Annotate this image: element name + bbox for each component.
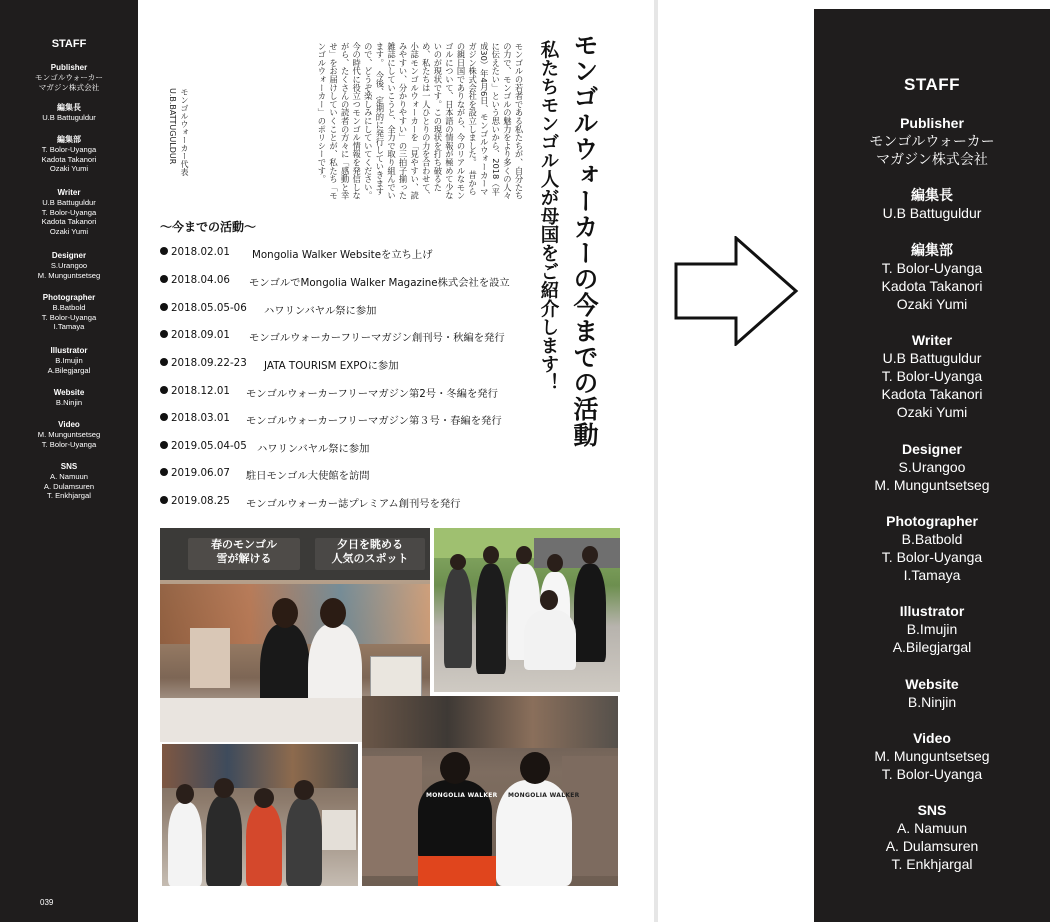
bullet-icon bbox=[160, 303, 168, 311]
staff-name: A. Dulamsuren bbox=[885, 838, 979, 854]
staff-role: Illustrator bbox=[899, 603, 965, 619]
bullet-icon bbox=[160, 468, 168, 476]
staff-role: Illustrator bbox=[50, 346, 88, 355]
staff-name: Ozaki Yumi bbox=[896, 296, 968, 312]
staff-name: M. Munguntsetseg bbox=[874, 748, 990, 764]
timeline-text: 駐日モンゴル大使館を訪問 bbox=[246, 470, 370, 482]
staff-group-video bbox=[814, 729, 1050, 783]
staff-name: B.Imujin bbox=[906, 621, 958, 637]
staff-role: Photographer bbox=[886, 513, 978, 529]
staff-group-photographer bbox=[814, 512, 1050, 584]
timeline-date: 2018.09.01 bbox=[171, 329, 230, 341]
staff-name: T. Bolor-Uyanga bbox=[41, 312, 97, 322]
bullet-icon bbox=[160, 413, 168, 421]
staff-role: Publisher bbox=[50, 63, 88, 72]
staff-name: M. Munguntsetseg bbox=[37, 270, 101, 280]
photo-banner: 夕日を眺める 人気のスポット bbox=[315, 538, 425, 570]
staff-name: U.B Battuguldur bbox=[42, 198, 96, 207]
staff-name: T. Bolor-Uyanga bbox=[881, 368, 983, 384]
staff-group-sns bbox=[814, 801, 1050, 873]
staff-role: Publisher bbox=[900, 115, 964, 131]
photo-banner: 春のモンゴル 雪が解ける bbox=[188, 538, 300, 570]
staff-name: Kadota Takanori bbox=[881, 386, 983, 402]
bullet-icon bbox=[160, 358, 168, 366]
timeline-text: モンゴルウォーカーフリーマガジン第2号・冬編を発行 bbox=[246, 388, 498, 400]
staff-group-chief-editor bbox=[814, 186, 1050, 222]
timeline-text: モンゴルでMongolia Walker Magazine株式会社を設立 bbox=[249, 277, 510, 289]
staff-role: Video bbox=[58, 420, 80, 429]
timeline-date: 2019.06.07 bbox=[171, 467, 230, 479]
timeline-date: 2018.03.01 bbox=[171, 412, 230, 424]
timeline-date: 2018.05.05-06 bbox=[171, 302, 247, 314]
bullet-icon bbox=[160, 441, 168, 449]
staff-name: I.Tamaya bbox=[903, 567, 961, 583]
staff-group-illustrator bbox=[0, 346, 138, 375]
timeline-item bbox=[160, 246, 433, 262]
staff-role: Website bbox=[905, 676, 959, 692]
staff-name: B.Ninjin bbox=[907, 694, 957, 710]
page-number: 039 bbox=[40, 898, 54, 907]
staff-role: 編集長 bbox=[57, 103, 81, 112]
staff-role: 編集部 bbox=[57, 135, 81, 144]
signature-title: モンゴルウォーカー代表 bbox=[180, 88, 189, 176]
bullet-icon bbox=[160, 275, 168, 283]
photo-shirts bbox=[362, 696, 618, 886]
staff-group-writer bbox=[814, 331, 1050, 421]
staff-name: M. Munguntsetseg bbox=[37, 430, 101, 439]
staff-name: A. Namuun bbox=[50, 472, 88, 481]
staff-role: SNS bbox=[917, 802, 947, 818]
staff-group-designer bbox=[0, 251, 138, 280]
staff-name: マガジン株式会社 bbox=[38, 82, 100, 92]
staff-name: T. Enkhjargal bbox=[47, 491, 91, 500]
staff-name: S.Urangoo bbox=[50, 261, 88, 270]
staff-role: Video bbox=[913, 730, 951, 746]
staff-group-illustrator bbox=[814, 602, 1050, 656]
staff-role: Designer bbox=[51, 251, 87, 260]
staff-name: モンゴルウォーカー bbox=[35, 73, 103, 82]
staff-name: T. Bolor-Uyanga bbox=[881, 260, 983, 276]
timeline-item bbox=[160, 412, 502, 428]
staff-name: Ozaki Yumi bbox=[896, 404, 968, 420]
staff-role: 編集長 bbox=[911, 187, 953, 203]
timeline-text: ハワリンバヤル祭に参加 bbox=[264, 305, 377, 317]
staff-group-designer bbox=[814, 440, 1050, 494]
staff-role: Writer bbox=[911, 332, 953, 348]
staff-group-photographer bbox=[0, 293, 138, 332]
staff-name: T. Bolor-Uyanga bbox=[881, 766, 983, 782]
article-body: モンゴルの若者である私たちが、自分たちの力で、モンゴルの魅力をより多くの人々に伝えたい」という思いから、2018（平成30）年4月6日、モンゴルウォーカーマガジン株式会社を設立しました。 昔からの親日国でありながら、今のリアルなモンゴルについて、日本語の情報が極めて少ないのが現状です。この現状を打ち破るため、私たちは一人ひとりの力を合わせて、小誌モンゴルウォーカーを「見やすい、読みやすい、分かりやすい」の三拍子揃った雑誌にしていこうと、全力で取り組んでいます。 今後、定期的に発行していきますので、どうぞ楽しみにしていてください。今の時代に役立つモンゴル情報を発信しながら、たくさんの読者の方々に「感動と幸せ」をお届けしていくことが、私たち「モンゴルウォーカー」のポリシーです。 bbox=[316, 42, 524, 200]
staff-name: A. Namuun bbox=[896, 820, 968, 836]
staff-name: A.Bilegjargal bbox=[47, 365, 91, 375]
staff-name: A. Dulamsuren bbox=[43, 481, 95, 491]
timeline-item bbox=[160, 274, 510, 290]
timeline-date: 2019.08.25 bbox=[171, 495, 230, 507]
staff-role: Writer bbox=[57, 188, 81, 197]
staff-column bbox=[0, 0, 138, 922]
photo-group-outdoor bbox=[434, 528, 620, 692]
staff-name: マガジン株式会社 bbox=[876, 151, 988, 167]
shirt-text: MONGOLIA WALKER bbox=[508, 792, 580, 799]
staff-name: Kadota Takanori bbox=[41, 217, 97, 226]
bullet-icon bbox=[160, 496, 168, 504]
timeline-item bbox=[160, 495, 461, 511]
staff-title: STAFF bbox=[51, 38, 87, 50]
staff-name: Kadota Takanori bbox=[41, 154, 97, 164]
staff-name: Kadota Takanori bbox=[881, 278, 983, 294]
staff-group-editorial bbox=[814, 241, 1050, 313]
staff-name: Ozaki Yumi bbox=[49, 226, 89, 236]
timeline-text: モンゴルウォーカーフリーマガジン第３号・春編を発行 bbox=[246, 415, 502, 427]
staff-group-writer bbox=[0, 188, 138, 236]
staff-name: S.Urangoo bbox=[898, 459, 966, 475]
arrow-right-icon bbox=[672, 236, 800, 346]
staff-name: U.B Battuguldur bbox=[882, 350, 982, 366]
timeline-text: Mongolia Walker Websiteを立ち上げ bbox=[252, 249, 433, 261]
staff-name: I.Tamaya bbox=[53, 322, 85, 331]
staff-group-editorial bbox=[0, 135, 138, 174]
staff-name: T. Bolor-Uyanga bbox=[41, 207, 97, 217]
staff-role: 編集部 bbox=[911, 242, 953, 258]
staff-name: M. Munguntsetseg bbox=[874, 477, 990, 493]
staff-name: モンゴルウォーカー bbox=[869, 133, 995, 149]
timeline-text: モンゴルウォーカー誌プレミアム創刊号を発行 bbox=[246, 498, 461, 510]
staff-group-website bbox=[814, 675, 1050, 711]
staff-group-video bbox=[0, 420, 138, 449]
article-title: モンゴルウォーカーの今までの活動 bbox=[570, 32, 599, 448]
staff-role: Website bbox=[53, 388, 85, 397]
staff-name: B.Batbold bbox=[901, 531, 963, 547]
staff-name: U.B Battuguldur bbox=[882, 205, 982, 221]
staff-name: B.Imujin bbox=[55, 356, 83, 365]
article-subtitle: 私たちモンゴル人が母国をご紹介します！ bbox=[538, 40, 559, 392]
shirt-text: MONGOLIA WALKER bbox=[426, 792, 498, 799]
bullet-icon bbox=[160, 330, 168, 338]
photo-booth-group bbox=[162, 744, 358, 886]
timeline-heading: 〜今までの活動〜 bbox=[160, 220, 257, 234]
staff-group-publisher bbox=[814, 114, 1050, 168]
timeline-item bbox=[160, 357, 399, 373]
staff-group-sns bbox=[0, 462, 138, 501]
staff-title: STAFF bbox=[903, 75, 960, 94]
staff-name: B.Batbold bbox=[52, 303, 86, 312]
staff-name: T. Bolor-Uyanga bbox=[41, 145, 97, 154]
timeline-text: ハワリンバヤル祭に参加 bbox=[257, 443, 370, 455]
timeline-text: JATA TOURISM EXPOに参加 bbox=[264, 360, 399, 372]
staff-role: Designer bbox=[902, 441, 962, 457]
timeline-item bbox=[160, 467, 370, 483]
staff-role: Photographer bbox=[42, 293, 96, 302]
staff-name: U.B Battuguldur bbox=[42, 113, 96, 122]
timeline-date: 2018.04.06 bbox=[171, 274, 230, 286]
timeline-item bbox=[160, 440, 370, 456]
staff-name: T. Enkhjargal bbox=[891, 856, 973, 872]
timeline-date: 2018.09.22-23 bbox=[171, 357, 247, 369]
staff-panel-enlarged bbox=[814, 9, 1050, 922]
timeline-date: 2019.05.04-05 bbox=[171, 440, 247, 452]
signature-name: U.B.BATTUGULDUR bbox=[168, 88, 177, 165]
staff-name: Ozaki Yumi bbox=[49, 164, 89, 173]
timeline-item bbox=[160, 385, 498, 401]
timeline-item bbox=[160, 302, 377, 318]
timeline-text: モンゴルウォーカーフリーマガジン創刊号・秋編を発行 bbox=[249, 332, 505, 344]
staff-name: B.Ninjin bbox=[55, 398, 83, 407]
staff-name: T. Bolor-Uyanga bbox=[881, 549, 983, 565]
timeline-date: 2018.02.01 bbox=[171, 246, 230, 258]
page-divider bbox=[654, 0, 658, 922]
staff-role: SNS bbox=[60, 462, 78, 471]
bullet-icon bbox=[160, 247, 168, 255]
staff-group-chief-editor bbox=[0, 103, 138, 123]
staff-group-website bbox=[0, 388, 138, 408]
article-signature bbox=[162, 88, 190, 208]
staff-group-publisher bbox=[0, 63, 138, 92]
staff-name: A.Bilegjargal bbox=[892, 639, 972, 655]
timeline-item bbox=[160, 329, 505, 345]
staff-name: T. Bolor-Uyanga bbox=[41, 439, 97, 449]
timeline-date: 2018.12.01 bbox=[171, 385, 230, 397]
bullet-icon bbox=[160, 386, 168, 394]
